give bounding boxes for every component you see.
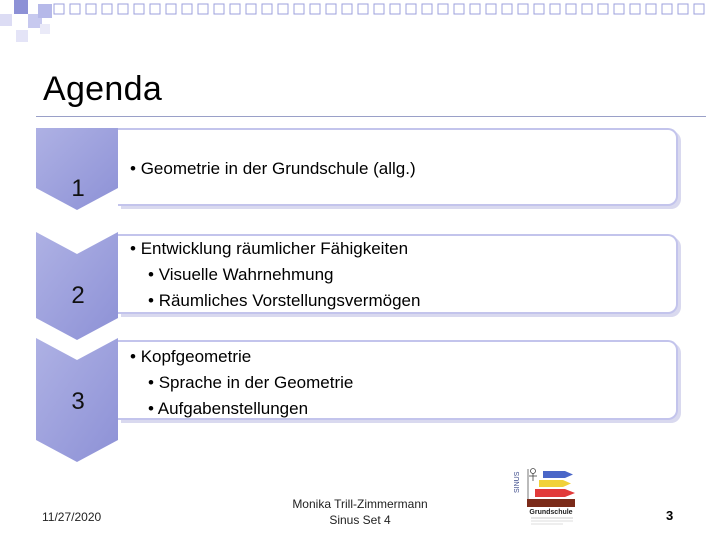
agenda-number-1: 1 [71, 175, 85, 202]
agenda-item-2-line-3: • Räumliches Vorstellungsvermögen [130, 288, 676, 314]
footer-author-block [270, 496, 450, 528]
sinus-grundschule-logo [513, 463, 583, 529]
logo-label: Grundschule [529, 509, 573, 516]
agenda-item-1 [118, 128, 678, 206]
agenda-item-1-line-1: • Geometrie in der Grundschule (allg.) [130, 156, 676, 182]
agenda-item-2-line-2: • Visuelle Wahrnehmung [130, 262, 676, 288]
agenda-item-2 [118, 234, 678, 314]
agenda-item-2-line-1: • Entwicklung räumlicher Fähigkeiten [130, 236, 676, 262]
footer-date: 11/27/2020 [42, 510, 102, 524]
agenda-item-3-line-3: • Aufgabenstellungen [130, 396, 676, 422]
slide-title: Agenda [43, 70, 163, 108]
page-number: 3 [666, 508, 674, 523]
svg-text:SINUS: SINUS [514, 471, 521, 493]
agenda-number-2: 2 [71, 282, 85, 309]
agenda-item-3-line-2: • Sprache in der Geometrie [130, 370, 676, 396]
footer-subtitle: Sinus Set 4 [329, 513, 391, 527]
agenda-item-3 [118, 340, 678, 420]
footer-author: Monika Trill-Zimmermann [292, 497, 428, 511]
agenda-number-3: 3 [71, 388, 85, 415]
agenda-item-3-line-1: • Kopfgeometrie [130, 344, 676, 370]
